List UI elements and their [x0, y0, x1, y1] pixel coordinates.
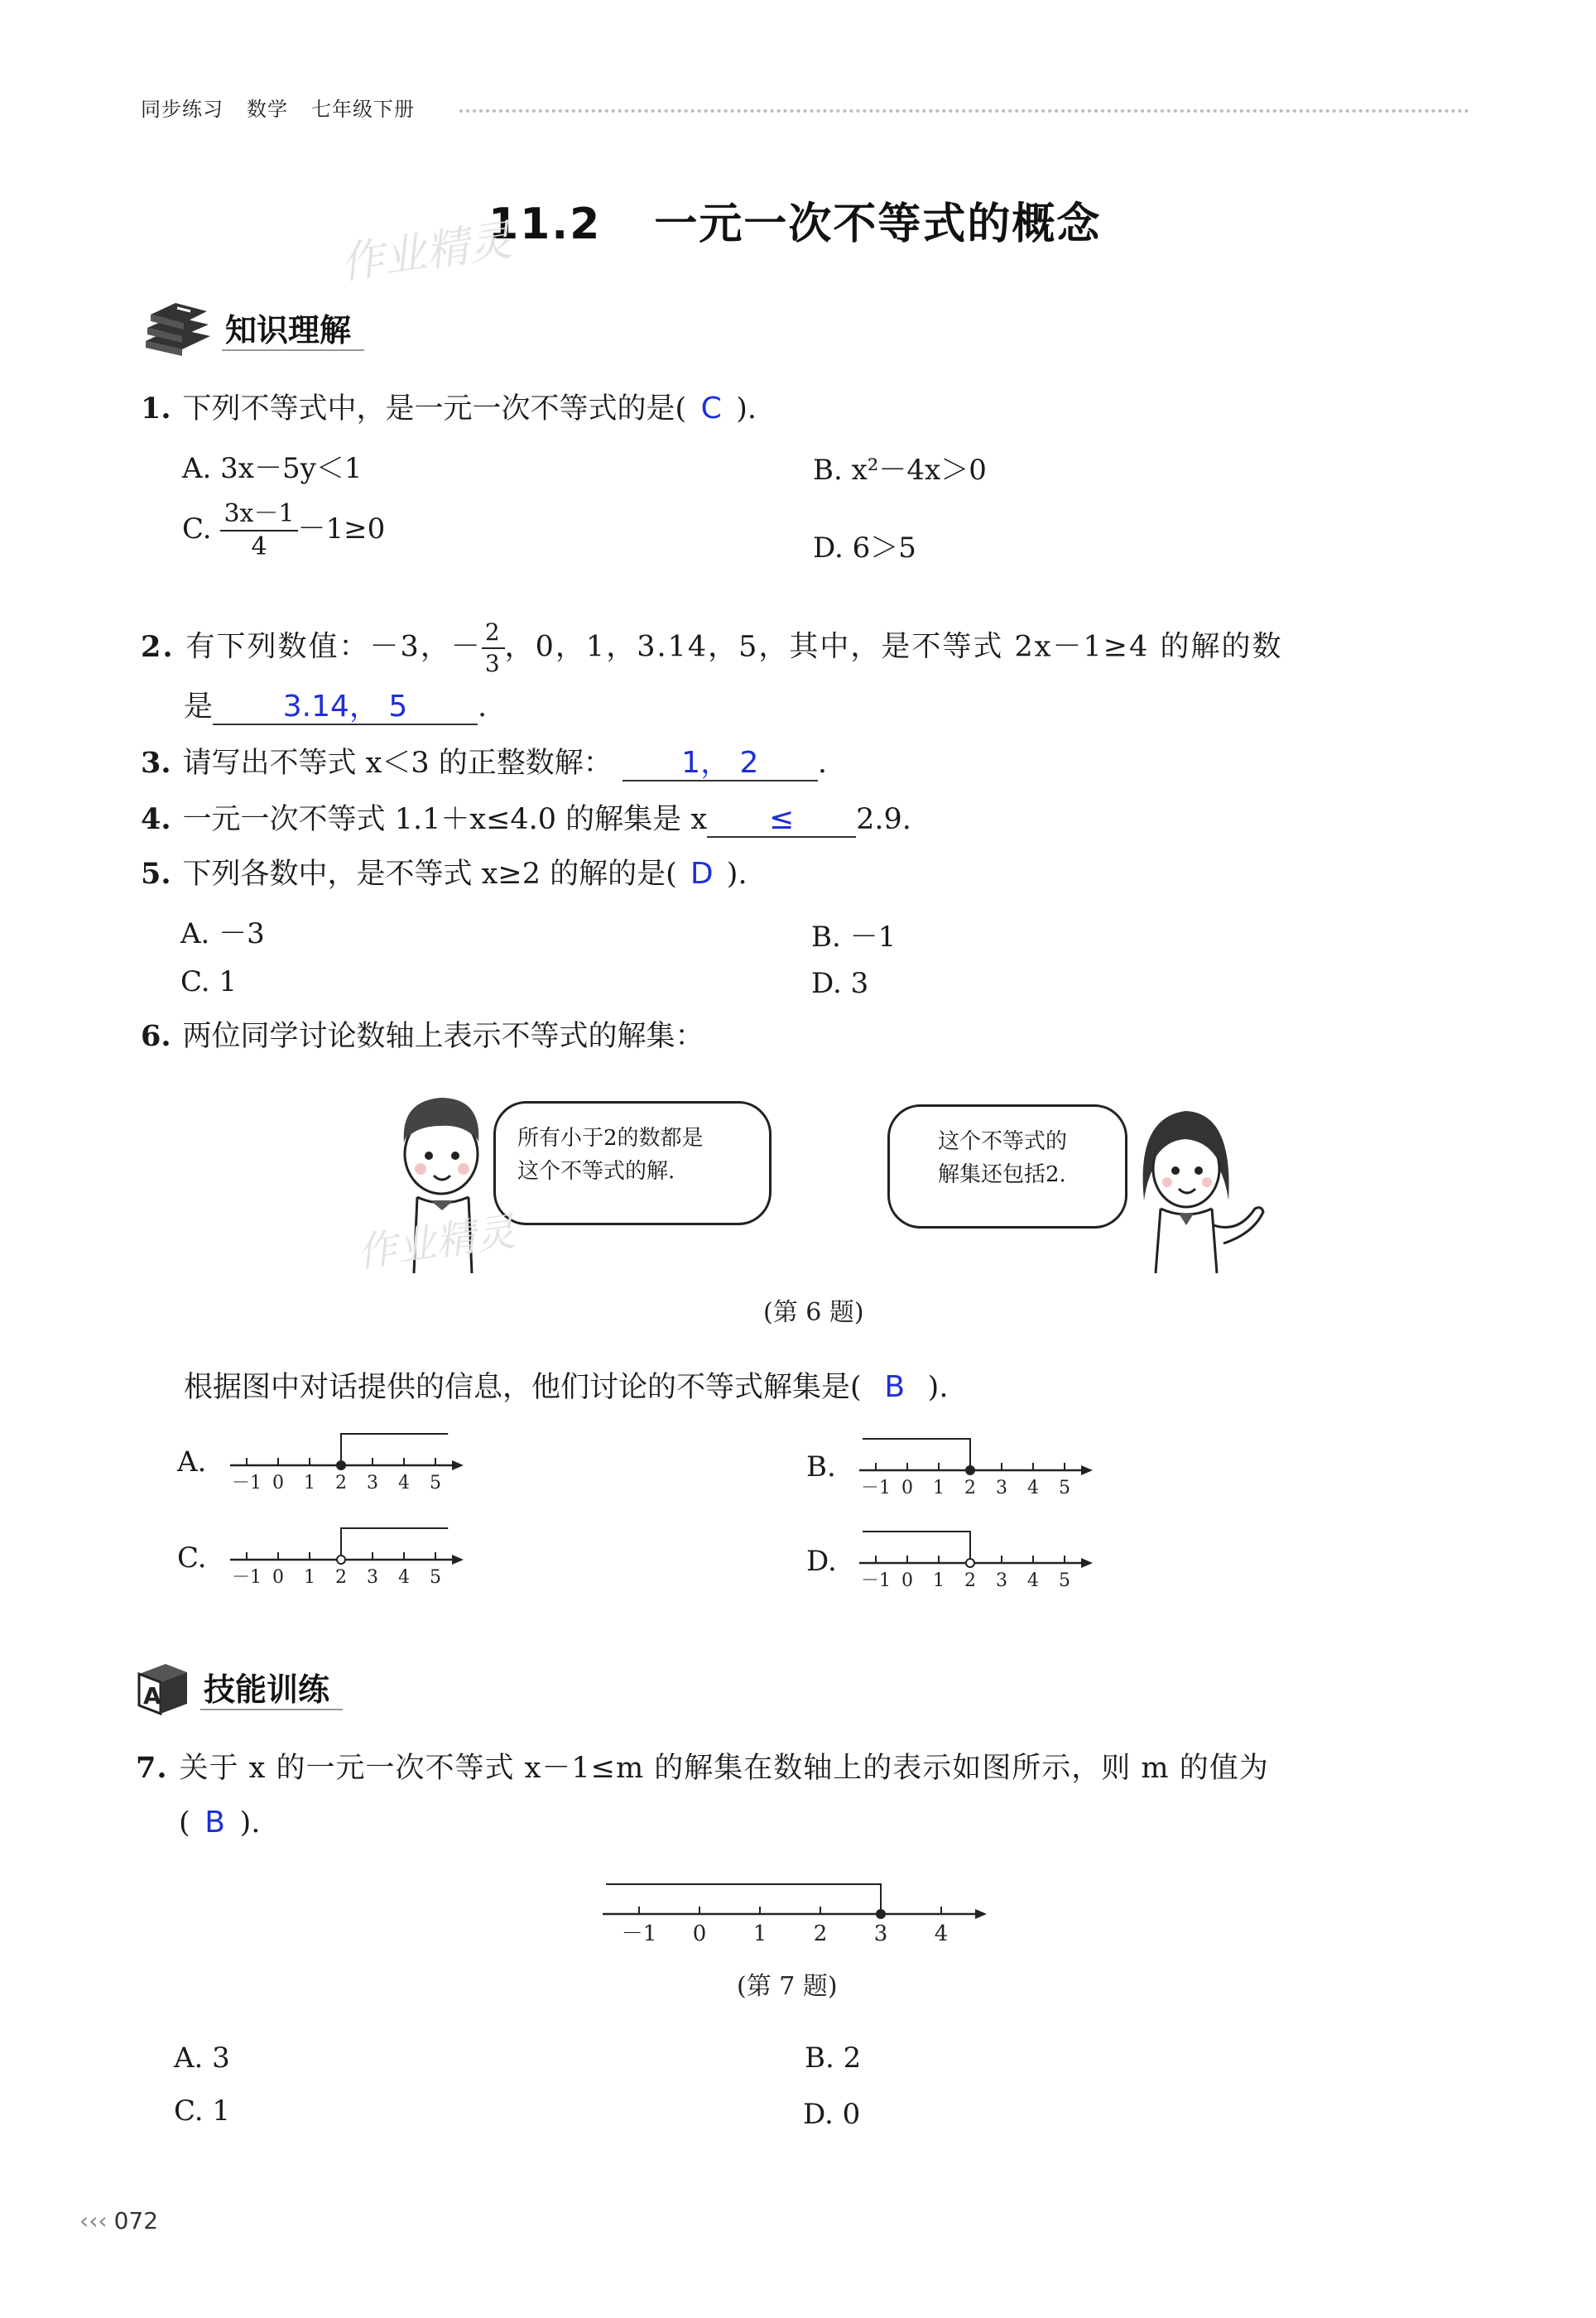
- q1-option-c-denominator: 4: [251, 532, 267, 561]
- q2-stem-2: ，0，1，3.14，5，其中，是不等式 2x－1≥4 的解的数: [504, 630, 1283, 664]
- q4-number: 4.: [141, 802, 171, 836]
- solution-ray: [606, 1884, 881, 1914]
- tick-label: 5: [1059, 1570, 1070, 1589]
- axis-arrow: [452, 1555, 464, 1565]
- question-2: [141, 618, 1283, 677]
- svg-text:A: A: [143, 1682, 161, 1710]
- title-number: 11.2: [488, 200, 602, 249]
- tick-label: －1: [861, 1570, 891, 1589]
- tick-label: 2: [964, 1570, 976, 1589]
- solution-ray: [863, 1439, 970, 1470]
- q5-option-c: C. 1: [180, 965, 238, 998]
- tick-label: 4: [1027, 1478, 1039, 1497]
- question-7: [136, 1750, 1269, 1787]
- page-arrows: ‹‹‹: [79, 2207, 108, 2234]
- q1-stem: 下列不等式中，是一元一次不等式的是(: [182, 392, 687, 426]
- q1-option-c-fraction: [220, 499, 297, 561]
- q6-option-a-label: A.: [177, 1445, 207, 1479]
- q1-number: 1.: [141, 392, 171, 426]
- tick-label: 3: [996, 1570, 1007, 1589]
- question-4: [141, 801, 911, 838]
- tick-label: 3: [367, 1567, 378, 1586]
- q5-option-b: B. －1: [811, 921, 897, 954]
- watermark-2: 作业精灵: [353, 1208, 518, 1277]
- q6-stem: 两位同学讨论数轴上表示不等式的解集：: [182, 1020, 704, 1053]
- section-knowledge-rule: [222, 349, 364, 351]
- q3-stem: 请写出不等式 x＜3 的正整数解：: [182, 747, 613, 780]
- q7-figure-caption: (第 7 题): [737, 1972, 838, 2001]
- tick-label: 0: [272, 1473, 284, 1492]
- a-block-icon: [132, 1656, 192, 1715]
- tick-label: 0: [901, 1570, 913, 1589]
- q5-option-d: D. 3: [811, 967, 869, 1000]
- speech-bubble-right: [887, 1104, 1127, 1229]
- tick-label: －1: [232, 1567, 262, 1586]
- q1-option-b: B. x²－4x＞0: [813, 454, 987, 487]
- q6-number-line-c: [228, 1520, 477, 1586]
- bubble-right-line-1: 这个不等式的: [938, 1129, 1068, 1154]
- tick-label: 2: [335, 1567, 347, 1586]
- axis-arrow: [1081, 1465, 1093, 1475]
- q1-option-d: D. 6＞5: [813, 531, 916, 565]
- tick-label: 0: [901, 1478, 913, 1497]
- solid-point: [966, 1466, 974, 1474]
- solution-ray: [863, 1532, 970, 1563]
- q7-close: ).: [239, 1806, 261, 1839]
- q1-option-c-prefix: C.: [182, 512, 212, 546]
- q1-option-c-rest: －1≥0: [297, 512, 386, 546]
- q6-number-line-d: [858, 1523, 1106, 1589]
- watermark: 作业精灵: [337, 215, 515, 290]
- tick-label: －1: [232, 1473, 262, 1492]
- question-3: [141, 745, 827, 781]
- q4-stem: 一元一次不等式 1.1＋x≤4.0 的解集是 x: [182, 803, 708, 836]
- solid-point: [337, 1461, 345, 1469]
- bubble-right-line-2: 解集还包括2.: [938, 1162, 1066, 1187]
- q6-number-line-b: [858, 1431, 1106, 1497]
- q1-option-c: [182, 499, 386, 561]
- header-grade: 七年级下册: [311, 98, 415, 121]
- q7-open: (: [179, 1806, 190, 1839]
- tick-label: 0: [692, 1921, 707, 1944]
- tick-label: 1: [752, 1921, 767, 1944]
- q7-stem: 关于 x 的一元一次不等式 x－1≤m 的解集在数轴上的表示如图所示，则 m 的值为: [179, 1752, 1269, 1785]
- q7-option-a: A. 3: [174, 2041, 230, 2075]
- q3-end: .: [817, 747, 827, 780]
- q6-subquestion: [184, 1369, 948, 1406]
- q5-answer: D: [690, 857, 714, 891]
- page-number: 072: [113, 2207, 159, 2234]
- axis-arrow: [975, 1909, 987, 1919]
- q3-number: 3.: [141, 746, 171, 780]
- q2-answer-blank: 3.14， 5: [213, 690, 478, 725]
- solid-point: [877, 1910, 885, 1918]
- q7-number-line: [601, 1869, 998, 1944]
- q6-answer: B: [884, 1370, 906, 1404]
- q4-end: 2.9.: [856, 803, 911, 836]
- q2-line-2: [184, 689, 487, 725]
- tick-label: 1: [933, 1570, 945, 1589]
- books-icon: [141, 300, 215, 356]
- question-6: [141, 1018, 704, 1055]
- tick-label: －1: [861, 1478, 891, 1497]
- tick-label: 3: [873, 1921, 888, 1944]
- q4-answer-blank: ≤: [707, 803, 856, 838]
- q5-number: 5.: [141, 857, 171, 891]
- question-5: [141, 856, 748, 892]
- tick-label: －1: [621, 1921, 657, 1944]
- tick-label: 4: [934, 1921, 949, 1944]
- tick-label: 0: [272, 1567, 284, 1586]
- q2-end: .: [478, 690, 488, 724]
- q7-line-2: [179, 1805, 260, 1841]
- tick-label: 3: [367, 1473, 378, 1492]
- running-header: [141, 93, 438, 122]
- tick-label: 2: [813, 1921, 828, 1944]
- q2-fraction-numerator: 2: [482, 621, 505, 649]
- q1-option-a: A. 3x－5y＜1: [182, 452, 363, 485]
- girl-illustration: [1131, 1101, 1272, 1275]
- tick-label: 4: [1027, 1570, 1039, 1589]
- q1-option-c-numerator: 3x－1: [220, 502, 297, 531]
- header-book: 同步练习: [141, 98, 224, 121]
- tick-label: 1: [304, 1473, 315, 1492]
- q5-stem: 下列各数中，是不等式 x≥2 的解的是(: [182, 858, 677, 891]
- page-title: [488, 189, 1101, 251]
- q7-answer: B: [204, 1806, 225, 1839]
- tick-label: 3: [996, 1478, 1007, 1497]
- q2-number: 2.: [141, 629, 175, 664]
- tick-label: 4: [398, 1567, 410, 1586]
- speech-bubble-left: [493, 1101, 772, 1225]
- q7-option-c: C. 1: [174, 2094, 231, 2128]
- q6-figure-caption: (第 6 题): [763, 1298, 864, 1327]
- page-footer: [79, 2207, 158, 2234]
- hollow-point: [966, 1559, 974, 1567]
- q2-fraction-denominator: 3: [484, 650, 502, 677]
- bubble-left-line-2: 这个不等式的解.: [517, 1159, 675, 1184]
- section-skill-rule: [200, 1709, 343, 1710]
- q6-sub-stem: 根据图中对话提供的信息，他们讨论的不等式解集是(: [184, 1371, 862, 1404]
- bubble-left-line-1: 所有小于2的数都是: [517, 1126, 704, 1151]
- q2-stem-1: 有下列数值：－3，－: [185, 630, 482, 664]
- solution-ray: [341, 1434, 448, 1465]
- q2-stem-3: 是: [184, 690, 214, 724]
- tick-label: 4: [398, 1473, 410, 1492]
- q6-option-c-label: C.: [177, 1541, 207, 1575]
- q6-sub-end: ).: [927, 1371, 949, 1404]
- header-subject: 数学: [247, 98, 288, 121]
- q6-option-d-label: D.: [806, 1545, 837, 1578]
- q7-option-b: B. 2: [805, 2041, 862, 2075]
- tick-label: 2: [335, 1473, 347, 1492]
- hollow-point: [337, 1556, 345, 1564]
- tick-label: 5: [430, 1567, 441, 1586]
- tick-label: 5: [1059, 1478, 1070, 1497]
- q2-fraction: [482, 618, 505, 677]
- q1-stem-end: ).: [736, 392, 757, 426]
- solution-ray: [341, 1528, 448, 1560]
- tick-label: 2: [964, 1478, 976, 1497]
- q7-number: 7.: [136, 1751, 168, 1785]
- title-text: 一元一次不等式的概念: [654, 200, 1102, 249]
- section-knowledge-title: 知识理解: [225, 312, 352, 349]
- tick-label: 1: [933, 1478, 945, 1497]
- q5-stem-end: ).: [726, 858, 748, 891]
- tick-label: 5: [430, 1473, 441, 1492]
- q3-answer-blank: 1， 2: [623, 747, 818, 781]
- tick-label: 1: [304, 1567, 315, 1586]
- q5-option-a: A. －3: [180, 917, 265, 950]
- question-1: [141, 391, 757, 427]
- section-skill-title: 技能训练: [204, 1671, 330, 1708]
- axis-arrow: [452, 1460, 464, 1470]
- header-rule: [459, 109, 1469, 113]
- q6-option-b-label: B.: [806, 1450, 836, 1484]
- axis-arrow: [1081, 1558, 1093, 1568]
- q1-answer: C: [700, 392, 722, 426]
- q7-option-d: D. 0: [803, 2098, 861, 2131]
- q6-number: 6.: [141, 1019, 171, 1053]
- q6-number-line-a: [228, 1426, 477, 1492]
